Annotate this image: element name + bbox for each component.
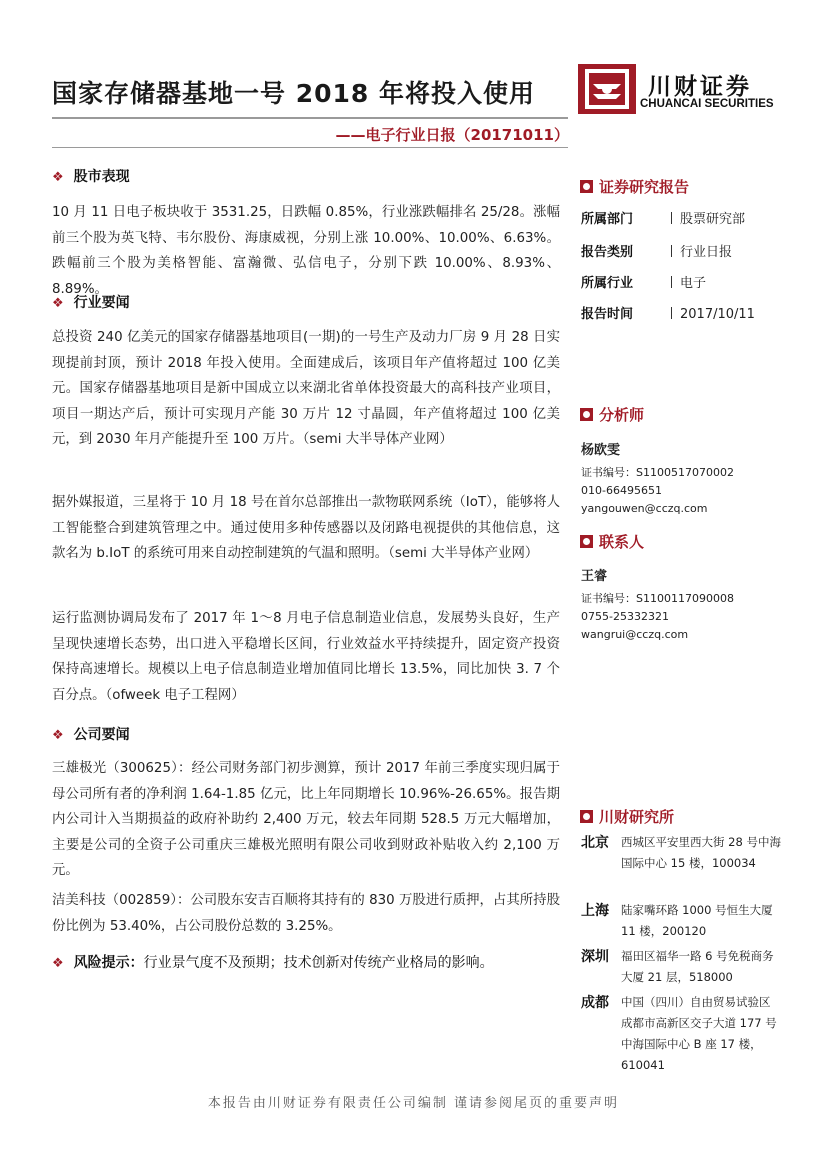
industry-paragraph-2: 据外媒报道，三星将于 10 月 18 号在首尔总部推出一款物联网系统（IoT），能够将人工智能整合到建筑管理之中。通过使用多种传感器以及闭路电视提供的其他信息，这款名为 b.IoT 的系统可用来自动控制建筑的气温和照明。（semi 大半导体产业网） [52, 495, 560, 561]
analyst-card [581, 440, 734, 518]
analyst-cert: 证书编号：S1100517070002 [581, 466, 734, 479]
header-rule-bottom [52, 147, 568, 148]
company-paragraph-2: 洁美科技（002859）：公司股东安吉百顺将其持有的 830 万股进行质押，占其所持股份比例为 53.40%，占公司股份总数的 3.25%。 [52, 893, 560, 934]
industry-paragraph-3: 运行监测协调局发布了 2017 年 1～8 月电子信息制造业信息，发展势头良好，生产呈现快速增长态势，出口进入平稳增长区间，行业效益水平持续提升，固定资产投资保持高速增长。规模以上电子信息制造业增加值同比增长 13.5%，同比加快 3. 7 个百分点。（ofweek 电子工程网） [52, 611, 560, 703]
risk-text: 行业景气度不及预期；技术创新对传统产业格局的影响。 [143, 955, 494, 971]
diamond-bullet-icon: ❖ [52, 956, 64, 971]
market-paragraph: 10 月 11 日电子板块收于 3531.25，日跌幅 0.85%，行业涨跌幅排名 25/28。涨幅前三个股为英飞特、韦尔股份、海康威视，分别上涨 10.00%、10.00%、6.63%。跌幅前三个股为美格智能、富瀚微、弘信电子，分别下跌 10.00%、8.93%、8.89%。 [52, 205, 560, 297]
diamond-bullet-icon: ❖ [52, 296, 64, 311]
analyst-email: yangouwen@cczq.com [581, 502, 708, 515]
sidebar-heading-contact: 联系人 [580, 531, 644, 552]
section-marker-icon [580, 408, 593, 421]
section-marker-icon [580, 535, 593, 548]
section-heading-industry: ❖ 行业要闻 [52, 295, 130, 311]
info-row-industry: 所属行业 电子 [581, 276, 707, 291]
logo-english-name: CHUANCAI SECURITIES [640, 98, 774, 110]
diamond-bullet-icon: ❖ [52, 170, 64, 185]
sidebar-heading-institute: 川财研究所 [580, 806, 674, 827]
contact-cert: 证书编号：S1100117090008 [581, 592, 734, 605]
industry-paragraph-1: 总投资 240 亿美元的国家存储器基地项目(一期)的一号生产及动力厂房 9 月 28 日实现提前封顶，预计 2018 年投入使用。全面建成后，该项目年产值将超过 100 亿美元。国家存储器基地项目是新中国成立以来湖北省单体投资最大的高科技产业项目，项目一期达产后，预计可实现月产能 30 万片 12 寸晶圆，年产值将超过 100 亿美元，到 2030 年月产能提升至 100 万片。（semi 大半导体产业网） [52, 330, 560, 447]
company-paragraph-1: 三雄极光（300625）：经公司财务部门初步测算，预计 2017 年前三季度实现归属于母公司所有者的净利润 1.64-1.85 亿元，比上年同期增长 10.96%-26.65%。报告期内公司计入当期损益的政府补助约 2,400 万元，较去年同期 528.5 万元大幅增加，主要是公司的全资子公司重庆三雄极光照明有限公司收到财政补贴收入约 2,100 万元。 [52, 761, 560, 878]
logo-chinese-name: 川财证券 [648, 74, 752, 100]
diamond-bullet-icon: ❖ [52, 728, 64, 743]
analyst-name: 杨欧雯 [581, 443, 621, 458]
section-marker-icon [580, 810, 593, 823]
contact-name: 王睿 [581, 569, 608, 584]
report-subtitle: ——电子行业日报（20171011） [335, 126, 569, 144]
analyst-phone: 010-66495651 [581, 484, 662, 497]
contact-phone: 0755-25332321 [581, 610, 669, 623]
info-row-date: 报告时间 2017/10/11 [581, 307, 755, 322]
section-heading-market: ❖ 股市表现 [52, 169, 130, 185]
info-row-department: 所属部门 股票研究部 [581, 212, 746, 227]
company-logo [578, 64, 778, 118]
sidebar-heading-analyst: 分析师 [580, 404, 644, 425]
contact-email: wangrui@cczq.com [581, 628, 689, 641]
info-row-category: 报告类别 行业日报 [581, 245, 733, 260]
section-heading-company: ❖ 公司要闻 [52, 727, 130, 743]
logo-mark-icon [578, 64, 636, 114]
contact-card [581, 566, 734, 644]
report-title: 国家存储器基地一号 2018 年将投入使用 [52, 79, 535, 108]
risk-line: ❖ 风险提示：行业景气度不及预期；技术创新对传统产业格局的影响。 [52, 955, 494, 971]
page-footer-disclaimer: 本报告由川财证券有限责任公司编制 谨请参阅尾页的重要声明 [207, 1096, 620, 1111]
sidebar-heading-report: 证券研究报告 [580, 176, 689, 197]
header-rule-top [52, 117, 568, 119]
section-marker-icon [580, 180, 593, 193]
